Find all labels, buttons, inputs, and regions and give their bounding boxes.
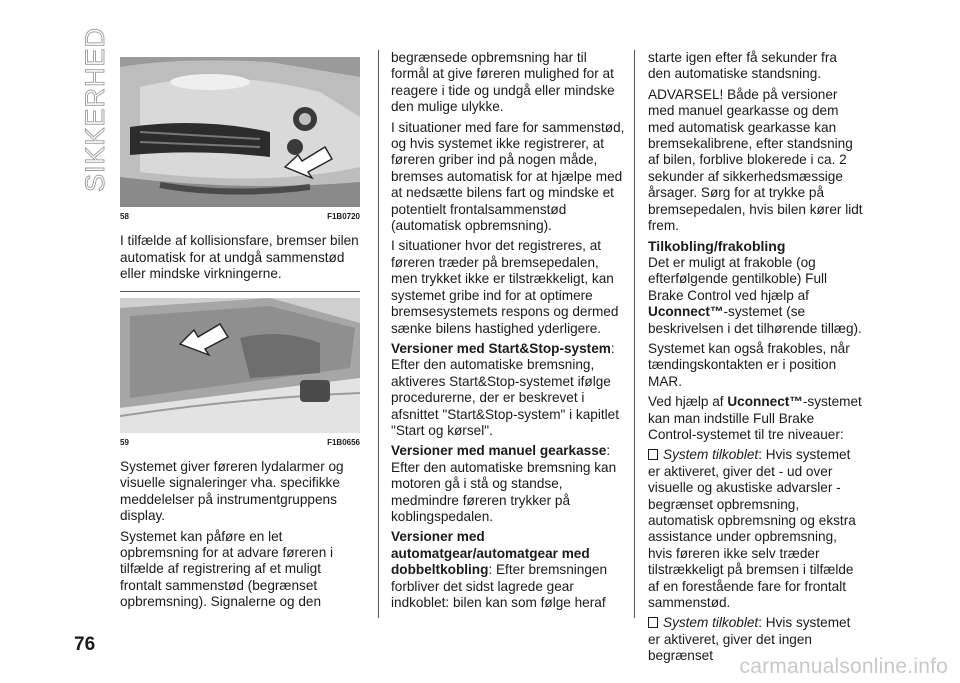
column-divider-2 [634,50,635,618]
brand-name: Uconnect™ [648,304,724,320]
warning-paragraph: ADVARSEL! Både på versioner med manuel gearkasse og dem med automatisk gearkasse kan bremsekalibrene, efter standsning af bilen, forblive blokerede i ca. 2 sekunder af sikkerhedsmæssige årsager. Sørg for at trykke på bremsepedalen, hvis bilen kører lidt frem. [648,86,863,234]
subsection-text: : Efter bremsningen forbliver det sidst lagrede gear indkoblet: bilen kan som følge heraf [391,562,608,610]
subsection-text: Efter den automatiske bremsning, aktiveres Start&Stop-systemet ifølge procedurerne, der er beskrevet i afsnittet "Start&Stop-system" i kapitlet "Start og kørsel". [391,357,619,438]
watermark: carmanualsonline.info [739,655,948,678]
subsection-automatic [391,529,627,611]
figure-59-windshield [120,298,360,433]
bullet-item [648,447,863,611]
paragraph: Systemet kan påføre en let opbremsning for at advare føreren i tilfælde af registrering af et muligt frontalt sammenstød (begrænset opbremsning). Signalerne og den [120,528,334,610]
figure-code: F1B0656 [327,437,360,447]
windshield-illustration [120,298,360,433]
subsection-manual: Versioner med manuel gearkasse: Efter den automatiske bremsning kan motoren gå i stå og standse, medmindre føreren trykker på koblingspedalen. [391,443,617,524]
subsection-text: Efter den automatiske bremsning kan motoren gå i stå og standse, medmindre føreren trykker på koblingspedalen. [391,459,617,524]
paragraph: starte igen efter få sekunder fra den automatiske standsning. [648,50,837,82]
car-front-illustration [120,57,360,207]
section-heading: Tilkobling/frakobling [648,238,786,255]
square-bullet-icon [648,617,658,628]
brand-name: Uconnect™ [727,394,803,410]
subsection-heading: Versioner med Start&Stop-system [391,340,611,356]
figure-number: 59 [120,437,129,447]
text-fragment: Det er muligt at frakoble (og efterfølgende gentilkoble) Full Brake Control ved hjælp af [648,254,828,303]
subsection-heading: Versioner med manuel gearkasse [391,443,607,459]
chapter-title [76,26,116,202]
paragraph [648,255,863,337]
paragraph: Systemet giver føreren lydalarmer og visuelle signaleringer vha. specifikke meddelelser på instrumentgruppens display. [120,459,344,524]
bullet-label: System tilkoblet [663,447,759,463]
figure-number: 58 [120,212,129,221]
column-2 [391,50,627,615]
paragraph: I situationer med fare for sammenstød, og hvis systemet ikke registrerer, at føreren griber ind på nogen måde, bremses automatisk for at hjælpe med at nedsætte bilens fart og mindske et potentielt frontalsammenstød (automatisk opbremsning). [391,119,625,234]
subsection-start-stop: Versioner med Start&Stop-system: Efter den automatiske bremsning, aktiveres Start&Stop-systemet ifølge procedurerne, der er beskrevet i afsnittet "Start&Stop-system" i kapitlet "Start og kørsel". [391,340,619,438]
figure-code: F1B0720 [327,212,360,221]
text-fragment: -systemet kan man indstille Full Brake Control-systemet til tre niveauer: [648,394,862,442]
subsection-heading: Versioner med automatgear/automatgear med dobbeltkobling [391,529,590,578]
paragraph: begrænsede opbremsning har til formål at give føreren mulighed for at reagere i tide og undgå eller mindske den mulige ulykke. [391,50,615,115]
page-number: 76 [74,634,96,655]
text-fragment: Ved hjælp af [648,394,728,410]
figure-58-caption [120,209,360,225]
bullet-text: : Hvis systemet er aktiveret, giver det - ud over visuelle og akustiske advarsler - begrænset opbremsning, automatisk opbremsning og ekstra assistance under opbremsning, hvis føreren ikke selv træder tilstrækkeligt på bremsen i tilfælde af en forestående fare for frontalt sammenstød. [648,447,856,610]
column-1 [120,57,360,615]
column-3 [648,50,863,669]
paragraph: I tilfælde af kollisionsfare, bremser bilen automatisk for at undgå sammenstød eller mindske virkningerne. [120,233,359,282]
figure-59-caption [120,435,360,451]
chapter-title-text: SIKKERHED [80,26,110,192]
paragraph: I situationer hvor det registreres, at føreren træder på bremsepedalen, men trykket ikke er tilstrækkeligt, kan systemet gribe ind for at optimere bremsesystemets respons og dermed sænke bilens hastighed yderligere. [391,238,619,336]
square-bullet-icon [648,449,658,460]
separator [120,291,360,292]
column-divider-1 [378,50,379,618]
bullet-label: System tilkoblet [663,615,759,631]
paragraph [648,394,863,443]
text-fragment: -systemet (se beskrivelsen i det tilhørende tillæg). [648,304,862,336]
bullet-text: : Hvis systemet er aktiveret, giver det ingen begrænset [648,615,851,664]
paragraph: Systemet kan også frakobles, når tændingskontakten er i position MAR. [648,340,850,389]
figure-58-car-front [120,57,360,207]
